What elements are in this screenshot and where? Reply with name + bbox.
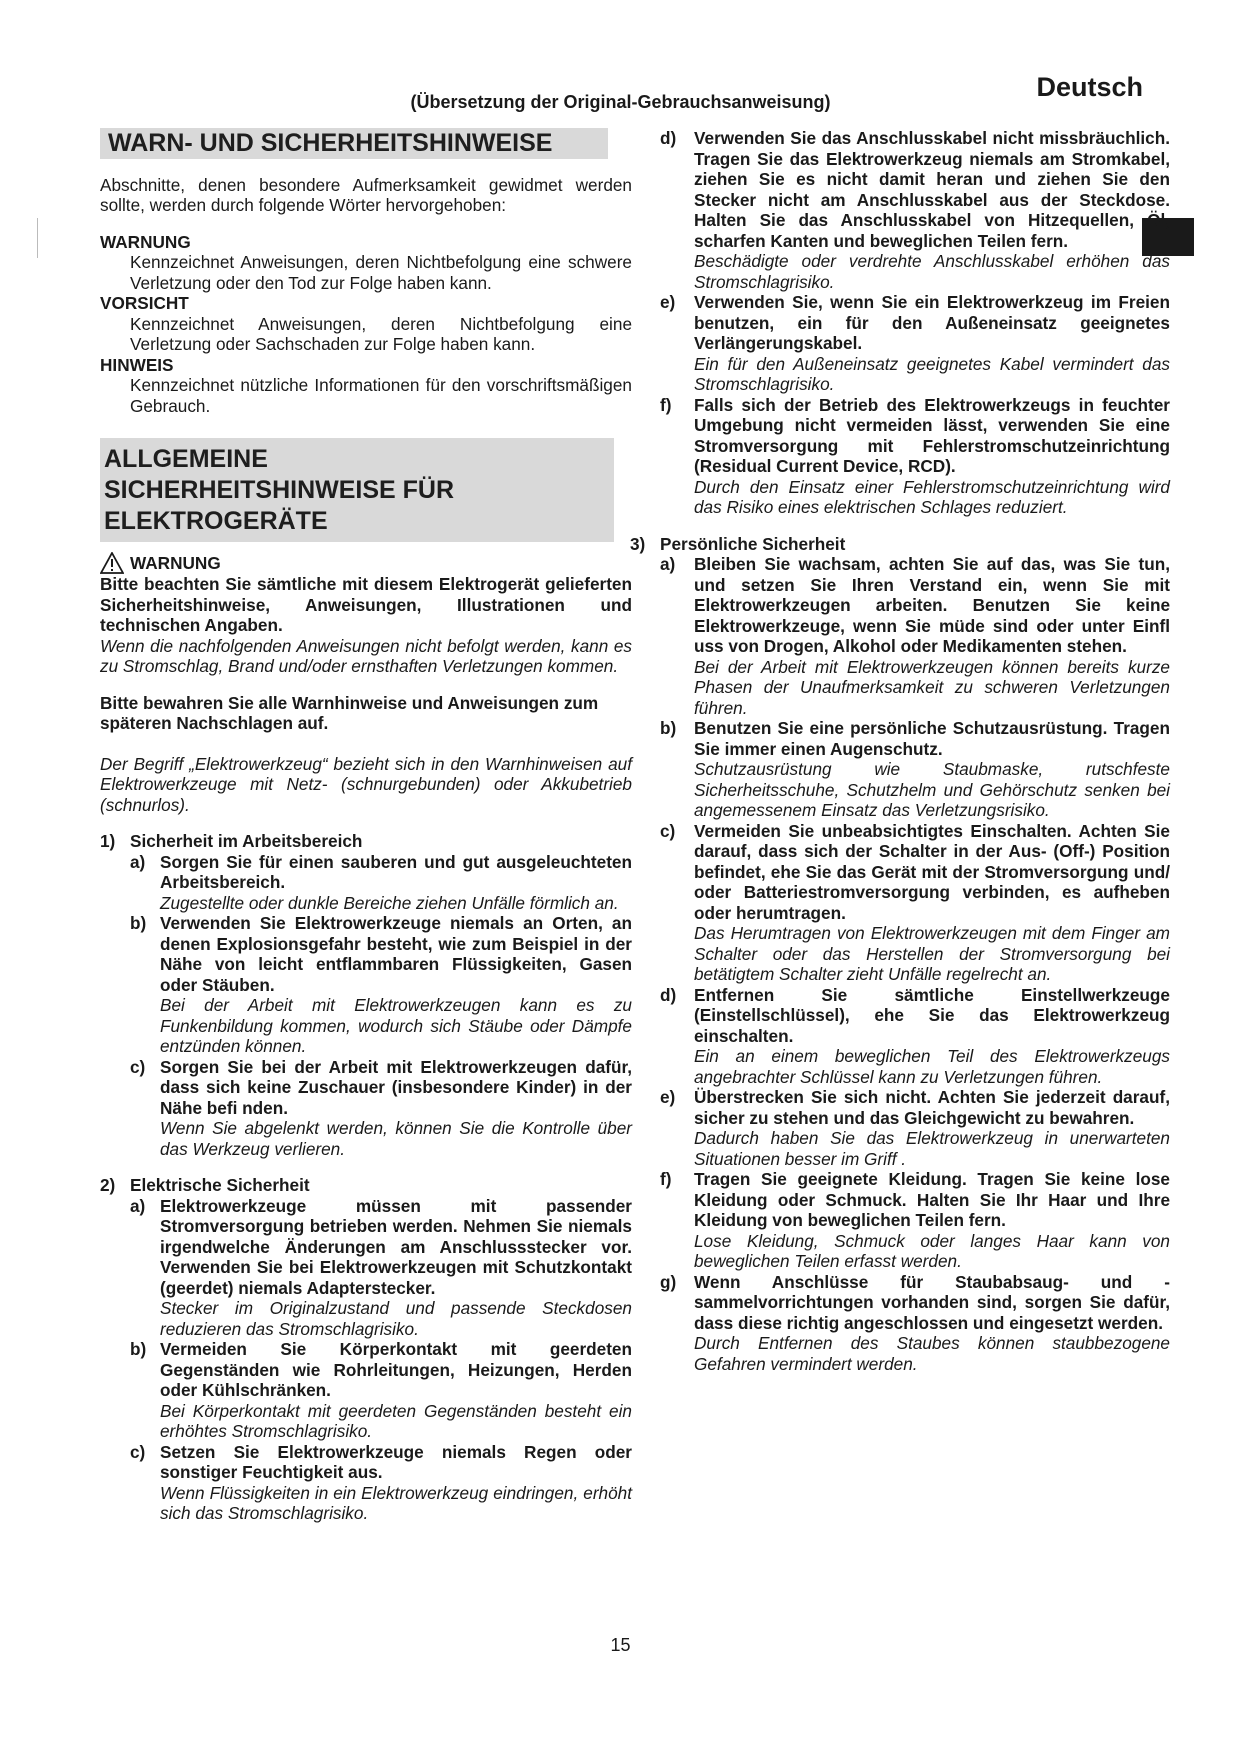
list-item <box>100 913 632 1057</box>
item-bold-text: Verwenden Sie das Anschlusskabel nicht missbräuchlich. Tragen Sie das Elektrowerkzeug niemals am Stromkabel, ziehen Sie es nicht damit heran und ziehen Sie den Stecker nicht am Anschlusskabel aus der Steckdose. Halten Sie das Anschlusskabel von Hitzequellen, Öl, scharfen Kanten und beweglichen Teilen fern. <box>694 128 1170 251</box>
vorsicht-label: VORSICHT <box>100 293 189 313</box>
section-3-title: Persönliche Sicherheit <box>660 533 846 554</box>
item-italic-text: Durch den Einsatz einer Fehlerstromschutzeinrichtung wird das Risiko eines elektrischen Schlages reduziert. <box>694 476 1170 517</box>
list-item <box>100 1057 632 1160</box>
item-italic-text: Durch Entfernen des Staubes können staubbezogene Gefahren vermindert werden. <box>694 1333 1170 1374</box>
list-item <box>630 985 1170 1088</box>
list-label: b) <box>130 913 147 933</box>
list-item <box>100 1442 632 1524</box>
page-number: 15 <box>610 1635 631 1655</box>
warnung-label: WARNUNG <box>100 231 191 252</box>
page-subtitle: (Übersetzung der Original-Gebrauchsanweisung) <box>410 92 831 112</box>
item-bold-text: Elektrowerkzeuge müssen mit passender Stromversorgung betrieben werden. Nehmen Sie niemals irgendwelche Änderungen am Anschlussstecker vor. Verwenden Sie bei Elektrowerkzeugen mit Schutzkontakt (geerdet) niemals Adapterstecker. <box>160 1195 632 1298</box>
warning-triangle-icon <box>100 552 124 574</box>
item-bold-text: Sorgen Sie bei der Arbeit mit Elektrowerkzeugen dafür, dass sich keine Zuschauer (insbesondere Kinder) in der Nähe befi nden. <box>160 1056 632 1118</box>
item-italic-text: Beschädigte oder verdrehte Anschlusskabel erhöhen das Stromschlagrisiko. <box>694 251 1170 292</box>
list-label: d) <box>660 128 677 148</box>
section-2-number: 2) <box>100 1175 116 1195</box>
section-1-title: Sicherheit im Arbeitsbereich <box>130 831 363 851</box>
hinweis-label: HINWEIS <box>100 354 174 375</box>
item-italic-text: Zugestellte oder dunkle Bereiche ziehen Unfälle förmlich an. <box>160 892 619 913</box>
list-label: a) <box>130 851 146 872</box>
definition-text: Der Begriff „Elektrowerkzeug“ bezieht sich in den Warnhinweisen auf Elektrowerkzeuge mit Netz- (schnurgebunden) oder Akkubetrieb (schnurlos). <box>100 753 632 815</box>
right-column <box>630 128 1170 1374</box>
banner-line-3: ELEKTROGERÄTE <box>104 507 328 535</box>
warning-italic-text: Wenn die nachfolgenden Anweisungen nicht befolgt werden, kann es zu Stromschlag, Brand und/oder ernsthaften Verletzungen kommen. <box>100 635 632 676</box>
banner-line-2: SICHERHEITSHINWEISE FÜR <box>104 476 455 504</box>
list-label: e) <box>660 1087 676 1107</box>
warning-heading <box>100 552 632 574</box>
banner-line-1: ALLGEMEINE <box>104 445 268 473</box>
section-banner-general <box>100 438 614 542</box>
list-item <box>630 1272 1170 1375</box>
list-label: f) <box>660 394 672 415</box>
warnung-text: Kennzeichnet Anweisungen, deren Nichtbefolgung eine schwere Verletzung oder den Tod zur Folge haben kann. <box>130 252 632 293</box>
item-bold-text: Verwenden Sie Elektrowerkzeuge niemals an Orten, an denen Explosionsgefahr besteht, wie zum Beispiel in der Nähe von leicht entflammbaren Flüssigkeiten, Gasen oder Stäuben. <box>160 913 632 995</box>
item-bold-text: Überstrecken Sie sich nicht. Achten Sie jederzeit darauf, sicher zu stehen und das Gleichgewicht zu bewahren. <box>694 1087 1170 1128</box>
list-item <box>100 1196 632 1340</box>
section-3-number: 3) <box>630 533 646 554</box>
hinweis-text: Kennzeichnet nützliche Informationen für den vorschriftsmäßigen Gebrauch. <box>130 375 632 416</box>
intro-paragraph: Abschnitte, denen besondere Aufmerksamkeit gewidmet werden sollte, werden durch folgende Wörter hervorgehoben: <box>100 174 632 215</box>
item-bold-text: Tragen Sie geeignete Kleidung. Tragen Sie keine lose Kleidung oder Schmuck. Halten Sie Ihr Haar und Ihre Kleidung von beweglichen Teilen fern. <box>694 1169 1170 1230</box>
list-label: g) <box>660 1271 677 1292</box>
vorsicht-text: Kennzeichnet Anweisungen, deren Nichtbefolgung eine Verletzung oder Sachschaden zur Folge haben kann. <box>130 313 632 354</box>
item-italic-text: Bei der Arbeit mit Elektrowerkzeugen können bereits kurze Phasen der Unaufmerksamkeit zu schweren Verletzungen führen. <box>694 656 1170 718</box>
item-italic-text: Wenn Sie abgelenkt werden, können Sie die Kontrolle über das Werkzeug verlieren. <box>160 1118 632 1159</box>
list-label: a) <box>660 554 676 574</box>
section-1-heading <box>100 831 632 852</box>
section-2-heading <box>100 1175 632 1196</box>
list-item <box>630 718 1170 821</box>
item-italic-text: Bei Körperkontakt mit geerdeten Gegenständen besteht ein erhöhtes Stromschlagrisiko. <box>160 1400 632 1441</box>
item-bold-text: Falls sich der Betrieb des Elektrowerkzeugs in feuchter Umgebung nicht vermeiden lässt, verwenden Sie eine Stromversorgung mit Fehlerstromschutzeinrichtung (Residual Current Device, RCD). <box>694 394 1170 476</box>
warning-bold-text: Bitte beachten Sie sämtliche mit diesem Elektrogerät gelieferten Sicherheitshinweise, Anweisungen, Illustrationen und technischen Angaben. <box>100 574 632 635</box>
item-bold-text: Vermeiden Sie Körperkontakt mit geerdeten Gegenständen wie Rohrleitungen, Heizungen, Herden oder Kühlschränken. <box>160 1339 632 1400</box>
list-label: b) <box>660 718 677 738</box>
list-item <box>630 554 1170 718</box>
list-label: a) <box>130 1195 146 1216</box>
item-bold-text: Sorgen Sie für einen sauberen und gut ausgeleuchteten Arbeitsbereich. <box>160 851 632 892</box>
section-1-number: 1) <box>100 831 116 851</box>
list-item <box>630 1087 1170 1169</box>
list-label: b) <box>130 1339 147 1359</box>
item-italic-text: Lose Kleidung, Schmuck oder langes Haar kann von beweglichen Teilen erfasst werden. <box>694 1230 1170 1271</box>
item-bold-text: Wenn Anschlüsse für Staubabsaug- und -sammelvorrichtungen vorhanden sind, sorgen Sie dafür, dass diese richtig angeschlossen und eingesetzt werden. <box>694 1271 1170 1333</box>
list-item <box>630 128 1170 292</box>
list-item <box>630 292 1170 395</box>
scan-mark <box>37 218 38 258</box>
item-italic-text: Schutzausrüstung wie Staubmaske, rutschfeste Sicherheitsschuhe, Schutzhelm und Gehörschutz senken bei angemessenem Einsatz das Verletzungsrisiko. <box>694 759 1170 820</box>
list-label: c) <box>660 820 676 841</box>
item-italic-text: Bei der Arbeit mit Elektrowerkzeugen kann es zu Funkenbildung kommen, wodurch sich Stäube oder Dämpfe entzünden können. <box>160 995 632 1056</box>
list-item <box>100 1339 632 1442</box>
list-item <box>100 852 632 914</box>
list-label: f) <box>660 1169 672 1189</box>
item-bold-text: Vermeiden Sie unbeabsichtigtes Einschalten. Achten Sie darauf, dass sich der Schalter in der Aus- (Off-) Position befindet, ehe Sie das Gerät mit der Stromversorgung und/ oder Batteriestromversorgung verbinden, es aufheben oder herumtragen. <box>694 820 1170 923</box>
warning-heading-label: WARNUNG <box>130 552 221 573</box>
item-bold-text: Benutzen Sie eine persönliche Schutzausrüstung. Tragen Sie immer einen Augenschutz. <box>694 718 1170 759</box>
item-italic-text: Dadurch haben Sie das Elektrowerkzeug in unerwarteten Situationen besser im Griff . <box>694 1128 1170 1169</box>
item-italic-text: Ein für den Außeneinsatz geeignetes Kabel vermindert das Stromschlagrisiko. <box>694 353 1170 394</box>
list-label: d) <box>660 984 677 1005</box>
left-column <box>100 128 632 1524</box>
item-bold-text: Entfernen Sie sämtliche Einstellwerkzeuge (Einstellschlüssel), ehe Sie das Elektrowerkzeug einschalten. <box>694 984 1170 1046</box>
list-item <box>630 821 1170 985</box>
item-italic-text: Wenn Flüssigkeiten in ein Elektrowerkzeug eindringen, erhöht sich das Stromschlagrisiko. <box>160 1482 632 1523</box>
item-bold-text: Verwenden Sie, wenn Sie ein Elektrowerkzeug im Freien benutzen, ein für den Außeneinsatz geeignetes Verlängerungskabel. <box>694 292 1170 353</box>
item-italic-text: Das Herumtragen von Elektrowerkzeugen mit dem Finger am Schalter oder das Herstellen der Stromversorgung bei betätigtem Schalter zieht Unfälle regelrecht an. <box>694 923 1170 984</box>
list-item <box>630 395 1170 518</box>
list-item <box>630 1169 1170 1272</box>
item-italic-text: Ein an einem beweglichen Teil des Elektrowerkzeugs angebrachter Schlüssel kann zu Verletzungen führen. <box>694 1046 1170 1087</box>
item-italic-text: Stecker im Originalzustand und passende Steckdosen reduzieren das Stromschlagrisiko. <box>160 1298 632 1339</box>
section-2-title: Elektrische Sicherheit <box>130 1175 310 1195</box>
section-3-heading <box>630 534 1170 555</box>
item-bold-text: Bleiben Sie wachsam, achten Sie auf das, was Sie tun, und setzen Sie Ihren Verstand ein, wenn Sie mit Elektrowerkzeugen arbeiten. Benutzen Sie keine Elektrowerkzeuge, wenn Sie müde sind oder unter Einfl uss von Drogen, Alkohol oder Medikamenten stehen. <box>694 554 1170 656</box>
item-bold-text: Setzen Sie Elektrowerkzeuge niemals Regen oder sonstiger Feuchtigkeit aus. <box>160 1441 632 1482</box>
list-label: e) <box>660 292 676 312</box>
keep-instructions-text: Bitte bewahren Sie alle Warnhinweise und Anweisungen zum späteren Nachschlagen auf. <box>100 692 599 733</box>
section-banner-warnings: WARN- UND SICHERHEITSHINWEISE <box>100 128 608 159</box>
list-label: c) <box>130 1056 146 1077</box>
list-label: c) <box>130 1441 146 1462</box>
language-label: Deutsch <box>1036 72 1143 102</box>
